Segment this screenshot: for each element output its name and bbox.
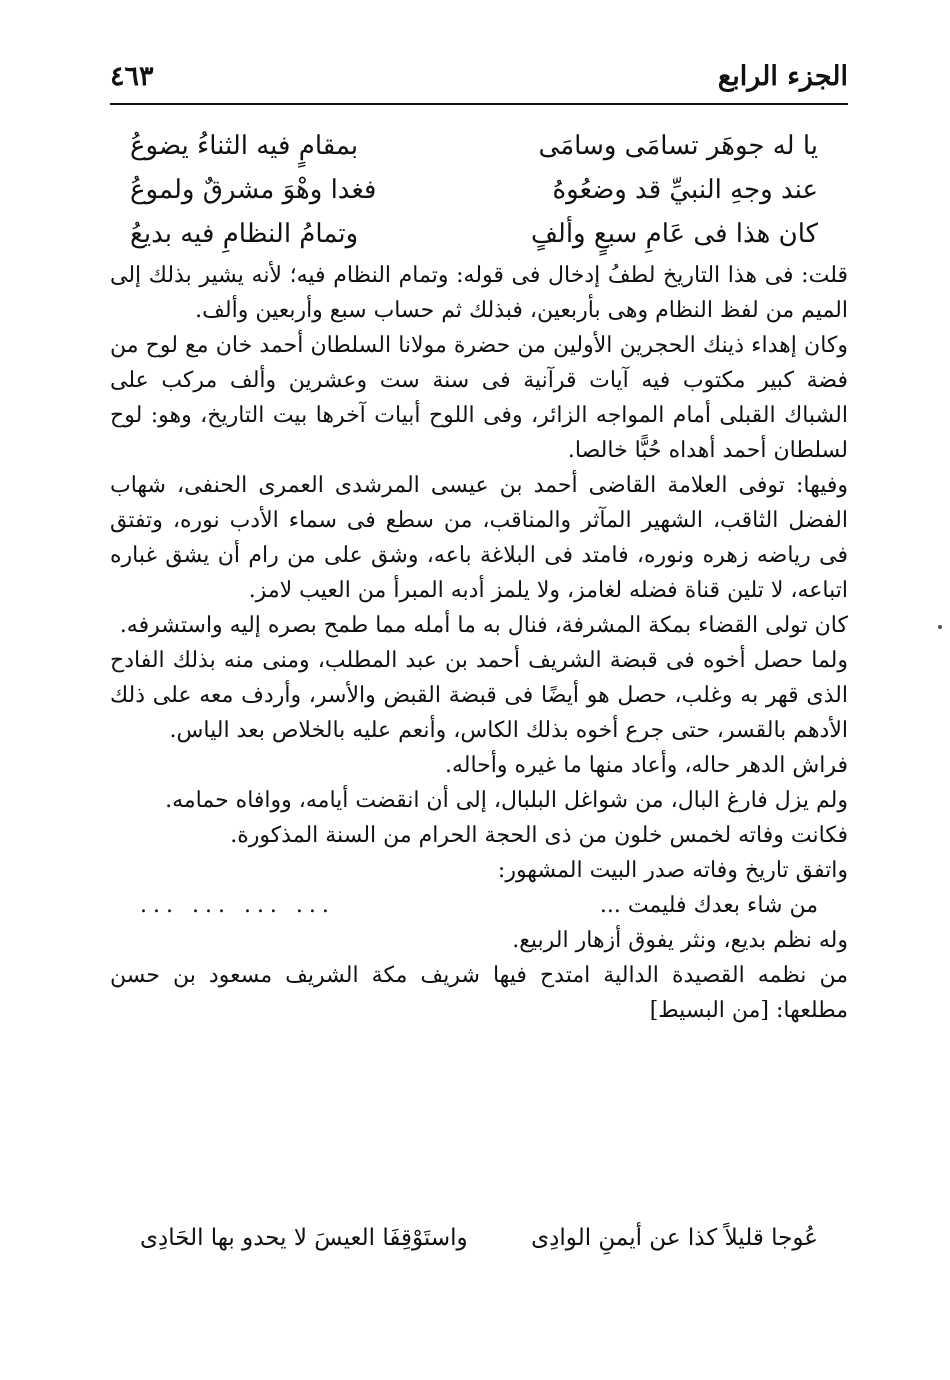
paragraph-text: من نظمه القصيدة الدالية امتدح فيها شريف مكة الشريف مسعود بن حسن مطلعها: (110, 963, 848, 1023)
verse-first-hemistich: كان هذا فى عَامِ سبعٍ وألفٍ (530, 219, 818, 249)
scan-speck (938, 625, 942, 629)
quoted-verse (110, 888, 848, 923)
paragraph: فراش الدهر حاله، وأعاد منها ما غيره وأحاله. (444, 753, 848, 778)
paragraph: واتفق تاريخ وفاته صدر البيت المشهور: (497, 858, 848, 883)
paragraph: فكانت وفاته لخمس خلون من ذى الحجة الحرام من السنة المذكورة. (230, 823, 848, 848)
verse-line (110, 214, 848, 258)
poem-verses (110, 126, 848, 258)
body-text (110, 258, 848, 1028)
meter-label: [من البسيط] (649, 998, 770, 1023)
paragraph: قلت: فى هذا التاريخ لطفُ إدخال فى قوله: وتمام النظام فيه؛ لأنه يشير بذلك إلى الميم من لفظ النظام وهى بأربعين، فبذلك ثم حساب سبع وأربعين وألف. (110, 263, 848, 323)
verse-first-hemistich: يا له جوهَر تسامَى وسامَى (538, 131, 818, 161)
paragraph: ولم يزل فارغ البال، من شواغل البلبال، إلى أن انقضت أيامه، ووافاه حمامه. (165, 788, 848, 813)
verse-second-hemistich: ... ... ... ... (140, 893, 335, 918)
verse-second-hemistich: فغدا وهْوَ مشرقٌ ولموعُ (130, 175, 377, 205)
verse-second-hemistich: بمقامٍ فيه الثناءُ يضوعُ (130, 131, 359, 161)
verse-second-hemistich: واستَوْقِفَا العيسَ لا يحدو بها الحَادِى (140, 1225, 468, 1251)
paragraph (110, 958, 848, 1028)
paragraph: وكان إهداء ذينك الحجرين الأولين من حضرة مولانا السلطان أحمد خان مع لوح من فضة كبير مكتوب فيه آيات قرآنية فى سنة ست وعشرين وألف مركب على الشباك القبلى أمام المواجه الزائر، وفى اللوح أبيات آخرها بيت التاريخ، وهو: لوح لسلطان أحمد أهداه حُبًّا خالصا. (110, 333, 848, 463)
opening-verse (110, 1218, 848, 1262)
paragraph: وفيها: توفى العلامة القاضى أحمد بن عيسى المرشدى العمرى الحنفى، شهاب الفضل الثاقب، الشهير المآثر والمناقب، من سطع فى سماء الأدب نوره، وتفتق فى رياضه زهره ونوره، فامتد فى البلاغة باعه، وشق على من رام أن يشق غباره اتباعه، لا تلين قناة فضله لغامز، ولا يلمز أدبه المبرأ من العيب لامز. (110, 473, 848, 603)
paragraph: ولما حصل أخوه فى قبضة الشريف أحمد بن عبد المطلب، ومنى منه بذلك الفادح الذى قهر به وغلب، حصل هو أيضًا فى قبضة القبض والأسر، وأردف معه على ذلك الأدهم بالقسر، حتى جرع أخوه بذلك الكاس، وأنعم عليه بالخلاص بعد الياس. (110, 648, 848, 743)
verse-first-hemistich: عُوجا قليلاً كذا عن أيمنِ الوادِى (531, 1225, 818, 1251)
verse-first-hemistich: من شاء بعدك فليمت ... (599, 893, 818, 918)
paragraph: وله نظم بديع، ونثر يفوق أزهار الربيع. (512, 928, 848, 953)
running-title: الجزء الرابع (717, 61, 848, 92)
page-header (110, 60, 848, 100)
verse-line (110, 170, 848, 214)
page-number: ٤٦٣ (110, 61, 154, 92)
verse-first-hemistich: عند وجهِ النبيِّ قد وضعُوهُ (552, 175, 818, 205)
paragraph: كان تولى القضاء بمكة المشرفة، فنال به ما أمله مما طمح بصره إليه واستشرفه. (119, 613, 848, 638)
verse-second-hemistich: وتمامُ النظامِ فيه بديعُ (130, 219, 359, 249)
header-divider (110, 103, 848, 105)
verse-line (110, 126, 848, 170)
